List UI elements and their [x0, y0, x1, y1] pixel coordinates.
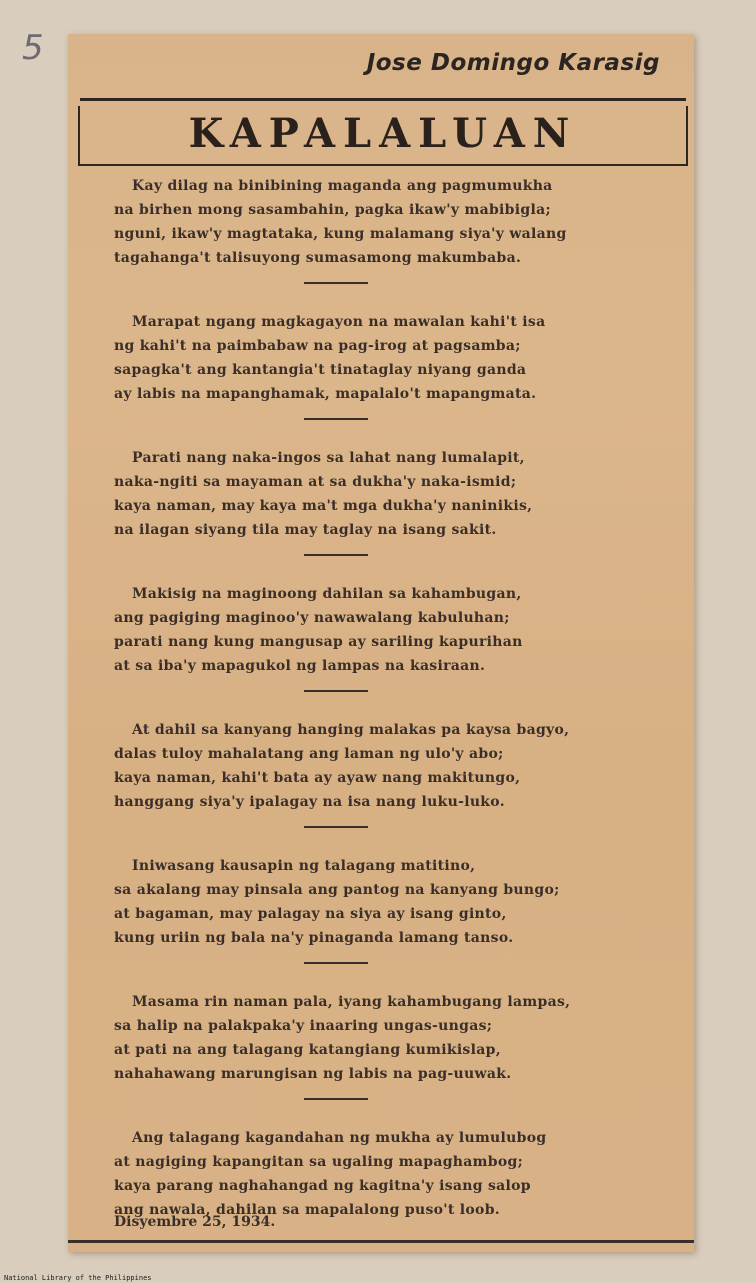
stanza-divider	[304, 962, 368, 964]
stanza-divider	[304, 554, 368, 556]
poem-line: Ang talagang kagandahan ng mukha ay lumulubog	[132, 1130, 547, 1146]
stanza	[114, 990, 664, 1086]
poem-line: hanggang siya'y ipalagay na isa nang luku-luko.	[114, 794, 505, 810]
stanza	[114, 310, 664, 406]
stanza	[114, 1126, 664, 1222]
poem-line: kaya naman, may kaya ma't mga dukha'y naninikis,	[114, 498, 533, 514]
poem-body	[114, 174, 664, 1222]
poem-line: nahahawang marungisan ng labis na pag-uuwak.	[114, 1066, 512, 1082]
stanza-divider	[304, 1098, 368, 1100]
poem-line: na birhen mong sasambahin, pagka ikaw'y mabibigla;	[114, 202, 551, 218]
poem-line: dalas tuloy mahalatang ang laman ng ulo'y abo;	[114, 746, 504, 762]
poem-line: na ilagan siyang tila may taglay na isang sakit.	[114, 522, 497, 538]
poem-line: kung uriin ng bala na'y pinaganda lamang tanso.	[114, 930, 514, 946]
poem-line: ay labis na mapanghamak, mapalalo't mapangmata.	[114, 386, 537, 402]
newspaper-clipping	[68, 34, 694, 1252]
page-number: 5	[22, 28, 44, 68]
poem-line: Marapat ngang magkagayon na mawalan kahi't isa	[132, 314, 546, 330]
stanza	[114, 174, 664, 270]
poem-title: KAPALALUAN	[188, 110, 578, 157]
poem-line: ng kahi't na paimbabaw na pag-irog at pagsamba;	[114, 338, 521, 354]
stanza	[114, 718, 664, 814]
poem-line: ang nawala, dahilan sa mapalalong puso't loob.	[114, 1202, 500, 1218]
poem-line: kaya parang naghahangad ng kagitna'y isang salop	[114, 1178, 531, 1194]
stanza	[114, 582, 664, 678]
poem-line: at sa iba'y mapagukol ng lampas na kasiraan.	[114, 658, 486, 674]
poem-line: at nagiging kapangitan sa ugaling mapaghambog;	[114, 1154, 524, 1170]
stanza-divider	[304, 690, 368, 692]
stanza	[114, 854, 664, 950]
bottom-rule	[68, 1240, 694, 1243]
poem-line: kaya naman, kahi't bata ay ayaw nang makitungo,	[114, 770, 521, 786]
poem-line: ang pagiging maginoo'y nawawalang kabuluhan;	[114, 610, 510, 626]
library-credit: National Library of the Philippines	[4, 1274, 152, 1282]
poem-line: sa halip na palakpaka'y inaaring ungas-ungas;	[114, 1018, 493, 1034]
poem-line: naka-ngiti sa mayaman at sa dukha'y naka-ismid;	[114, 474, 517, 490]
poem-line: at bagaman, may palagay na siya ay isang ginto,	[114, 906, 507, 922]
top-rule	[80, 98, 686, 101]
poem-line: at pati na ang talagang katangiang kumikislap,	[114, 1042, 501, 1058]
poem-line: tagahanga't talisuyong sumasamong makumbaba.	[114, 250, 522, 266]
poem-line: sa akalang may pinsala ang pantog na kanyang bungo;	[114, 882, 560, 898]
poem-line: nguni, ikaw'y magtataka, kung malamang siya'y walang	[114, 226, 567, 242]
stanza	[114, 446, 664, 542]
stanza-divider	[304, 418, 368, 420]
poem-line: Kay dilag na binibining maganda ang pagmumukha	[132, 178, 553, 194]
stanza-divider	[304, 282, 368, 284]
stanza-divider	[304, 826, 368, 828]
poem-line: parati nang kung mangusap ay sariling kapurihan	[114, 634, 523, 650]
poem-line: Makisig na maginoong dahilan sa kahambugan,	[132, 586, 522, 602]
poem-line: sapagka't ang kantangia't tinataglay niyang ganda	[114, 362, 527, 378]
poem-line: At dahil sa kanyang hanging malakas pa kaysa bagyo,	[132, 722, 570, 738]
author-byline: Jose Domingo Karasig	[366, 50, 660, 76]
poem-line: Parati nang naka-ingos sa lahat nang lumalapit,	[132, 450, 525, 466]
poem-line: Iniwasang kausapin ng talagang matitino,	[132, 858, 476, 874]
title-box	[78, 106, 688, 166]
poem-line: Masama rin naman pala, iyang kahambugang lampas,	[132, 994, 571, 1010]
poem-date: Disyembre 25, 1934.	[114, 1214, 276, 1230]
